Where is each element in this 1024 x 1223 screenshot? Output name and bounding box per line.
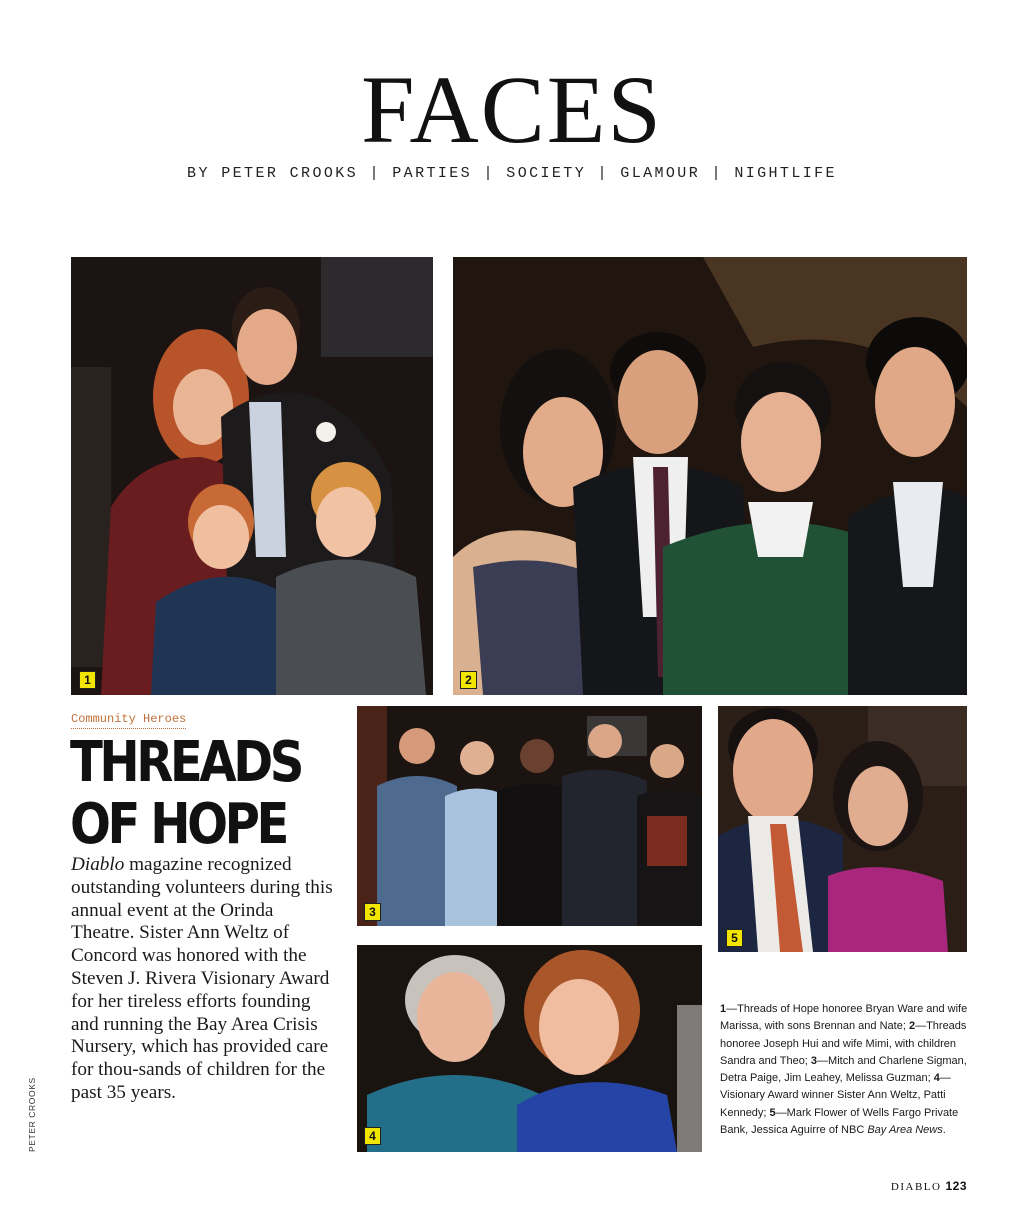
- headline-line-1: THREADS: [70, 730, 302, 795]
- caption-number: 5: [769, 1106, 776, 1119]
- folio-page-number: 123: [945, 1179, 967, 1193]
- photo-5: [718, 706, 967, 952]
- caption-number: 4: [933, 1072, 940, 1085]
- headline-line-2: OF HOPE: [70, 792, 286, 857]
- caption-text: —Threads honoree Joseph Hui and wife Mimi, with children Sandra and Theo;: [720, 1020, 967, 1067]
- page-folio: [891, 1179, 967, 1193]
- photo-credit: PETER CROOKS: [27, 1077, 37, 1152]
- photo-4-number: 4: [364, 1127, 381, 1145]
- caption-italic: Bay Area News: [867, 1124, 943, 1137]
- caption-number: 3: [810, 1054, 818, 1067]
- body-text: magazine recognized outstanding volunteers during this annual event at the Orinda Theatre. Sister Ann Weltz of Concord was honored with the Steven J. Rivera Visionary Award for her tireless efforts founding and running the Bay Area Crisis Nursery, which has provided care for thou-sands of children for the past 35 years.: [71, 854, 333, 1103]
- photo-3: [357, 706, 702, 926]
- caption-text: —Mark Flower of Wells Fargo Private Bank, Jessica Aguirre of NBC: [720, 1106, 959, 1137]
- masthead-title: FACES: [361, 56, 663, 163]
- photo-2-number: 2: [460, 671, 477, 689]
- photo-5-number: 5: [726, 929, 743, 947]
- section-byline: BY PETER CROOKS | PARTIES | SOCIETY | GLAMOUR | NIGHTLIFE: [187, 165, 837, 182]
- photo-1: [71, 257, 433, 695]
- caption-text: —Mitch and Charlene Sigman, Detra Paige, Jim Leahey, Melissa Guzman;: [720, 1054, 967, 1085]
- photo-1-number: 1: [79, 671, 96, 689]
- caption-text: —Threads of Hope honoree Bryan Ware and wife Marissa, with sons Brennan and Nate;: [720, 1003, 968, 1033]
- caption-number: 2: [908, 1020, 916, 1033]
- caption-number: 1: [720, 1003, 727, 1015]
- photo-2: [453, 257, 967, 695]
- article-kicker: Community Heroes: [71, 712, 186, 729]
- folio-magazine: DIABLO: [890, 1181, 942, 1193]
- body-magazine-name: Diablo: [71, 854, 125, 875]
- photo-captions: [720, 1001, 970, 1139]
- caption-end: .: [942, 1124, 946, 1137]
- caption-text: —Visionary Award winner Sister Ann Weltz, Patti Kennedy;: [720, 1072, 951, 1119]
- article-body: [71, 854, 333, 1105]
- article-headline: [70, 732, 311, 856]
- photo-4: [357, 945, 702, 1152]
- photo-3-number: 3: [364, 903, 381, 921]
